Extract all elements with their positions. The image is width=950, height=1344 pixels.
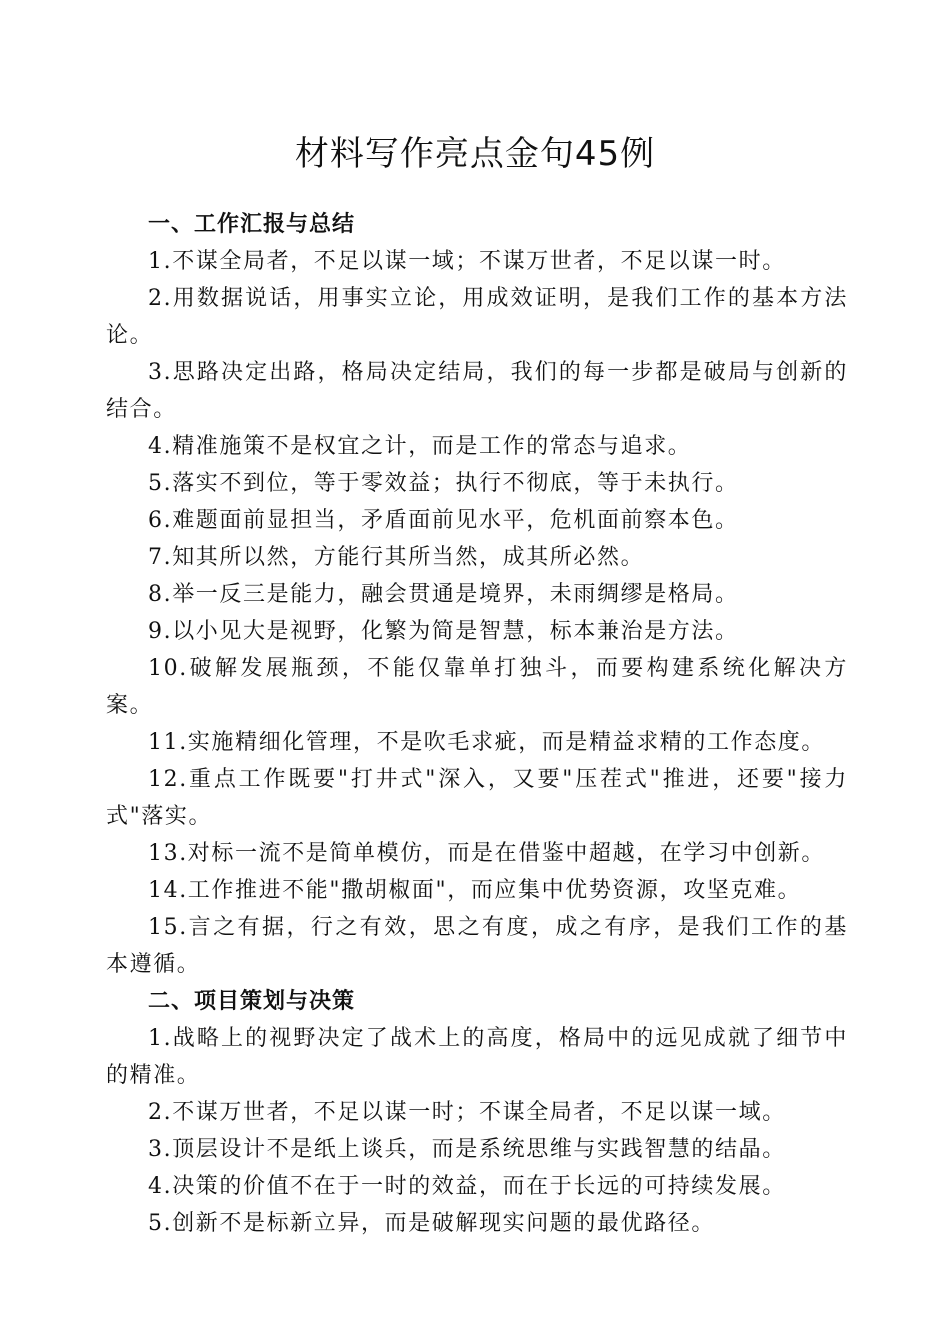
list-item: 3.顶层设计不是纸上谈兵，而是系统思维与实践智慧的结晶。 xyxy=(148,1137,786,1162)
list-item: 4.精准施策不是权宜之计，而是工作的常态与追求。 xyxy=(148,434,692,459)
list-item: 9.以小见大是视野，化繁为简是智慧，标本兼治是方法。 xyxy=(148,619,739,644)
list-item: 6.难题面前显担当，矛盾面前见水平，危机面前察本色。 xyxy=(148,508,739,533)
document-title: 材料写作亮点金句45例 xyxy=(294,134,656,174)
list-item: 7.知其所以然，方能行其所当然，成其所必然。 xyxy=(148,545,645,570)
list-item: 2.用数据说话，用事实立论，用成效证明，是我们工作的基本方法论。 xyxy=(106,286,848,348)
list-item: 15.言之有据，行之有效，思之有度，成之有序，是我们工作的基本遵循。 xyxy=(106,915,848,977)
list-item: 4.决策的价值不在于一时的效益，而在于长远的可持续发展。 xyxy=(148,1174,786,1199)
list-item: 10.破解发展瓶颈，不能仅靠单打独斗，而要构建系统化解决方案。 xyxy=(106,656,848,718)
list-item: 5.创新不是标新立异，而是破解现实问题的最优路径。 xyxy=(148,1211,715,1236)
document-body xyxy=(106,206,848,1242)
list-item: 14.工作推进不能"撒胡椒面"，而应集中优势资源，攻坚克难。 xyxy=(148,878,802,903)
list-item: 5.落实不到位，等于零效益；执行不彻底，等于未执行。 xyxy=(148,471,739,496)
list-item: 2.不谋万世者，不足以谋一时；不谋全局者，不足以谋一域。 xyxy=(148,1100,786,1125)
list-item: 13.对标一流不是简单模仿，而是在借鉴中超越，在学习中创新。 xyxy=(148,841,825,866)
list-item: 1.不谋全局者，不足以谋一域；不谋万世者，不足以谋一时。 xyxy=(148,249,786,274)
section-heading-project-planning: 二、项目策划与决策 xyxy=(148,989,356,1014)
list-item: 8.举一反三是能力，融会贯通是境界，未雨绸缪是格局。 xyxy=(148,582,739,607)
list-item: 12.重点工作既要"打井式"深入，又要"压茬式"推进，还要"接力式"落实。 xyxy=(106,767,848,829)
list-item: 1.战略上的视野决定了战术上的高度，格局中的远见成就了细节中的精准。 xyxy=(106,1026,848,1088)
list-item: 11.实施精细化管理，不是吹毛求疵，而是精益求精的工作态度。 xyxy=(148,730,825,755)
list-item: 3.思路决定出路，格局决定结局，我们的每一步都是破局与创新的结合。 xyxy=(106,360,848,422)
section-heading-work-report: 一、工作汇报与总结 xyxy=(148,212,356,237)
